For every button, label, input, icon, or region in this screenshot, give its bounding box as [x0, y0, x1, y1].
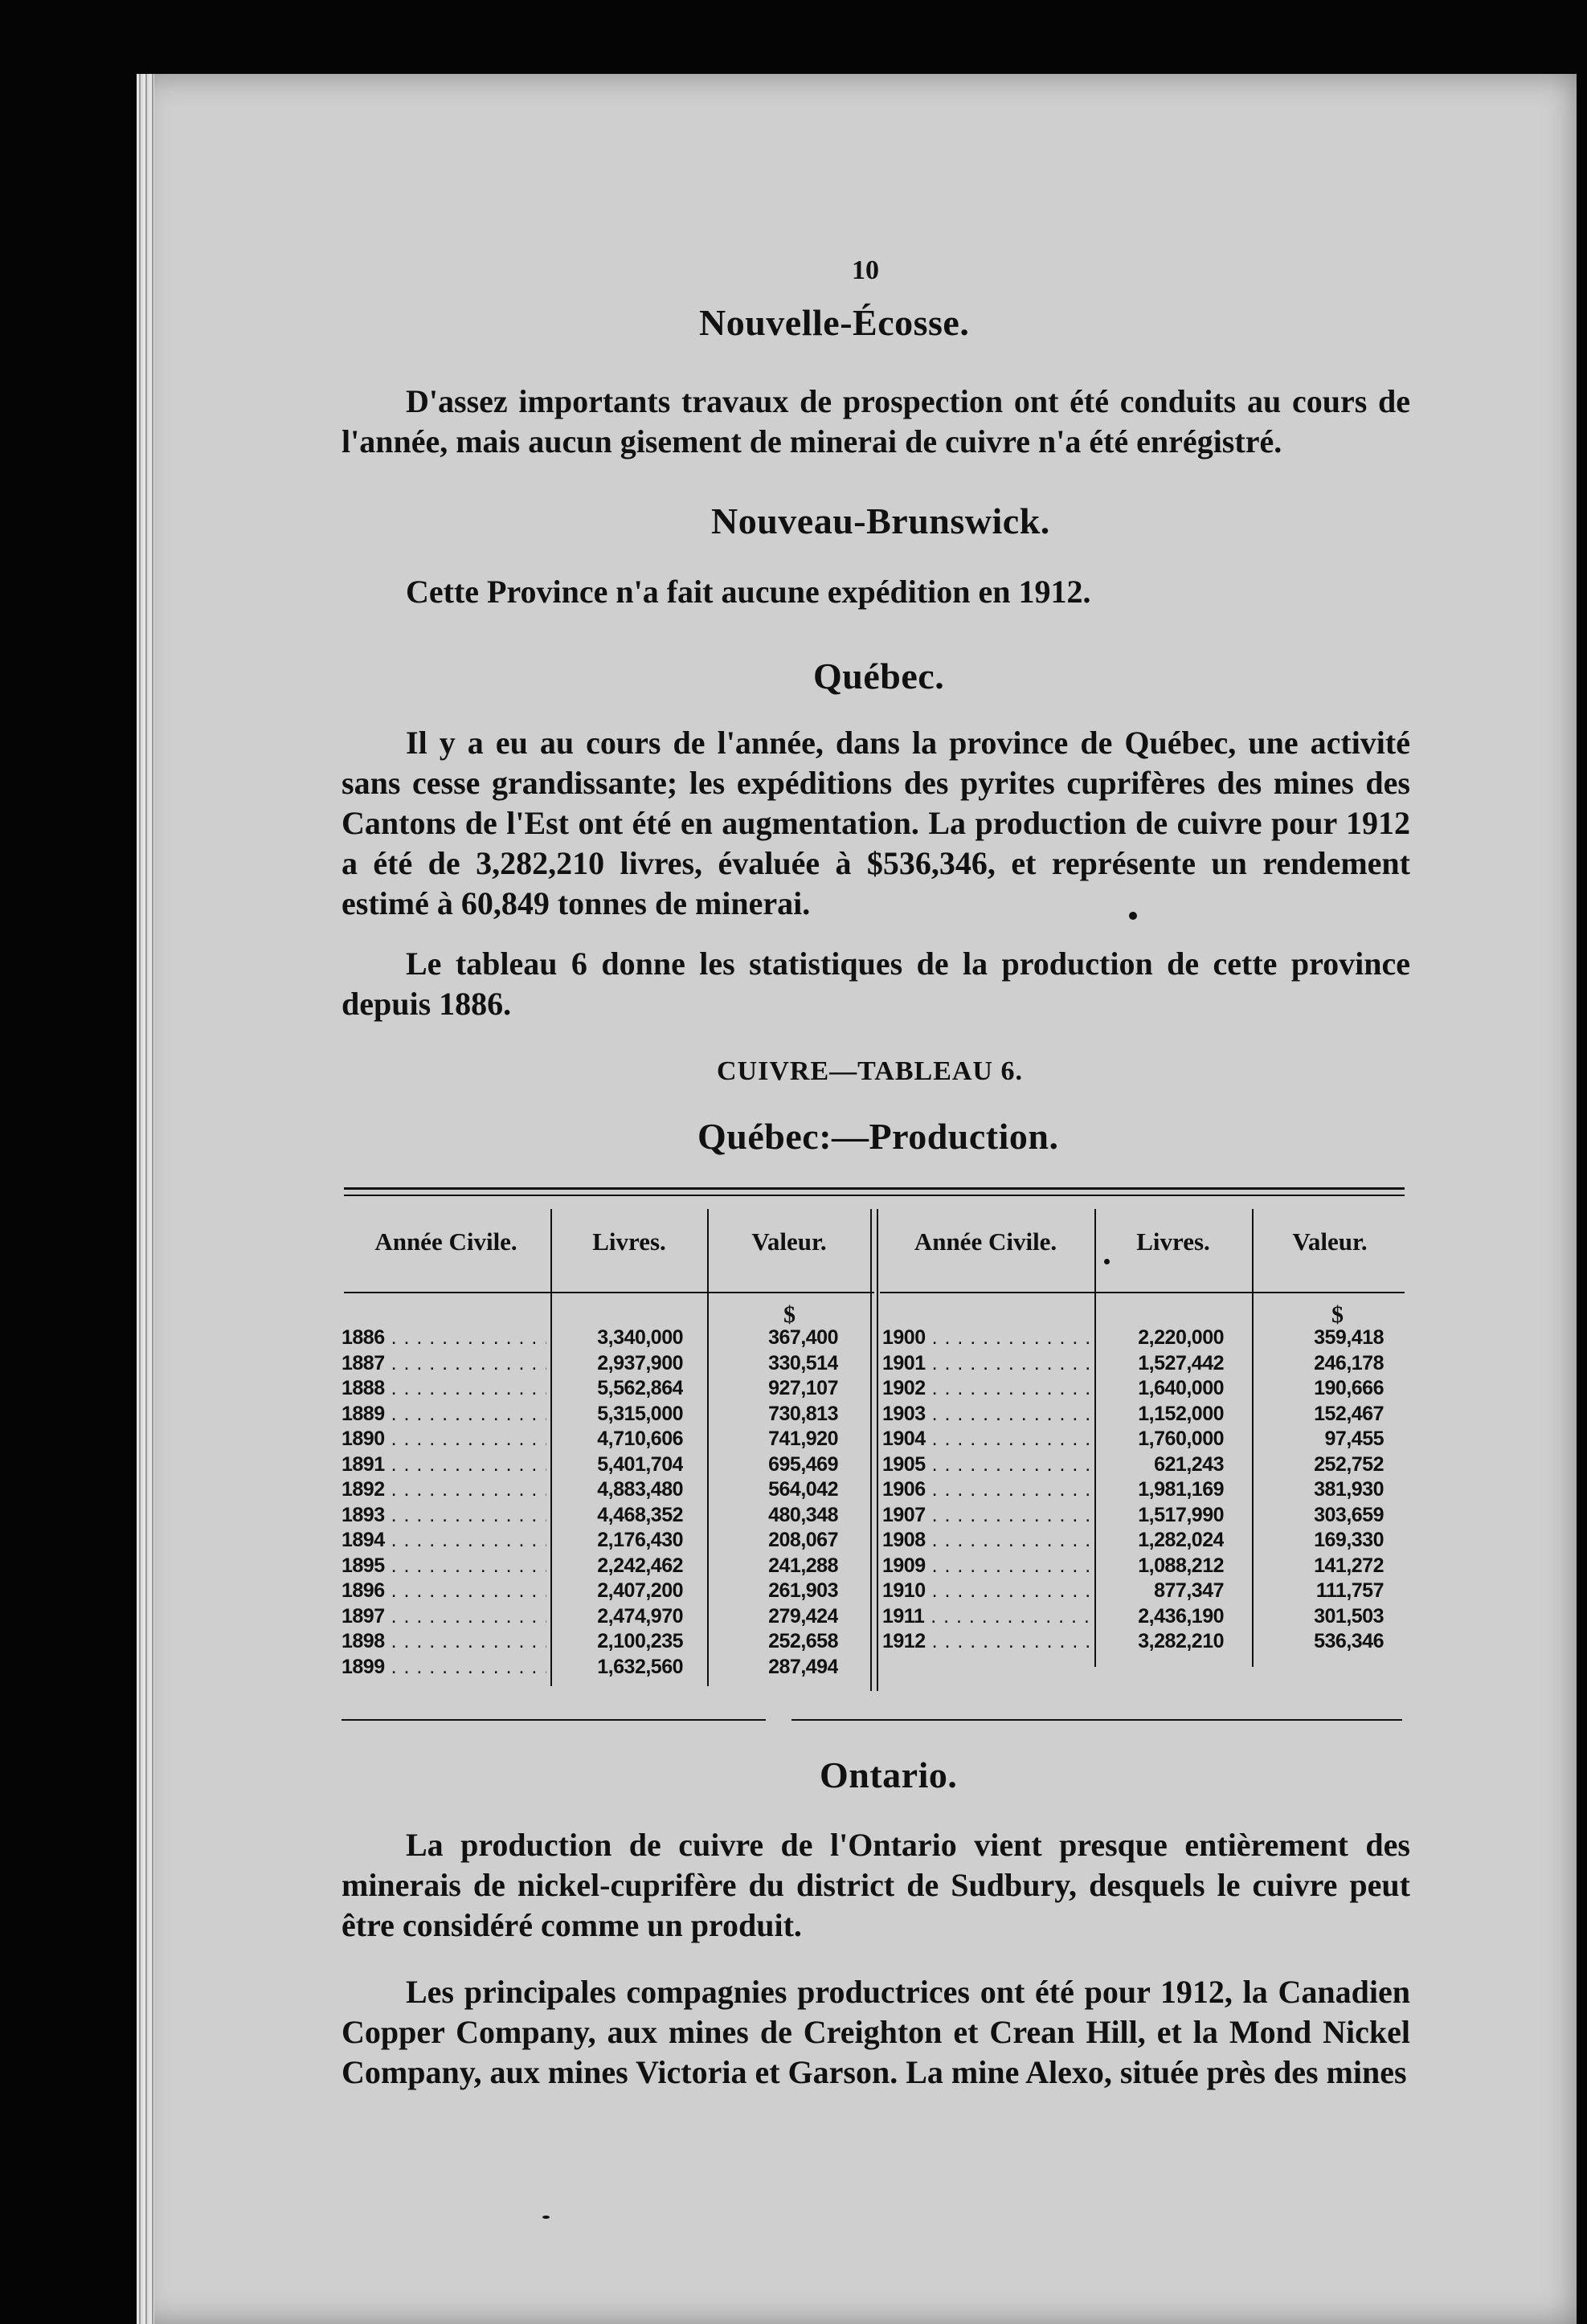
header-year-right: Année Civile.	[914, 1227, 1057, 1256]
years-left-cell: 1888 . . .	[342, 1376, 546, 1402]
pounds-right-cell: 1,152,000	[1138, 1402, 1224, 1425]
scan-speck	[542, 2216, 550, 2219]
paragraph-nouvelle-ecosse: D'assez importants travaux de prospection ont été conduits au cours de l'année, mais aucun gisement de minerai de cuivre n'a été enrégistré.	[342, 383, 1410, 459]
values-left-cell: 252,658	[768, 1630, 838, 1652]
table-bottom-rule-right	[791, 1719, 1402, 1721]
header-year-left: Année Civile.	[374, 1227, 517, 1256]
column-divider	[550, 1209, 552, 1686]
paragraph-nouveau-brunswick: Cette Province n'a fait aucune expédition en 1912.	[406, 574, 1091, 610]
years-left-cell: 1890 . . .	[342, 1427, 546, 1452]
header-pounds-right: Livres.	[1136, 1227, 1210, 1256]
table-title: CUIVRE—TABLEAU 6.	[717, 1056, 1023, 1086]
years-right-cell: 1904 . . .	[882, 1427, 1091, 1452]
years-left-cell: 1895 . . .	[342, 1554, 546, 1579]
years-left-cell: 1886 . . .	[342, 1325, 546, 1351]
values-right-cell: 190,666	[1314, 1377, 1384, 1399]
values-left-cell: 330,514	[768, 1351, 838, 1374]
years-right-cell: 1910 . . .	[882, 1579, 1091, 1604]
heading-ontario: Ontario.	[820, 1754, 958, 1795]
page-number: 10	[852, 255, 879, 285]
table-subtitle: Québec:—Production.	[697, 1116, 1059, 1157]
table-header-rule-left	[344, 1292, 874, 1293]
pounds-right-cell: 2,220,000	[1138, 1326, 1224, 1349]
years-left-cell: 1897 . . .	[342, 1604, 546, 1630]
values-right-cell: 141,272	[1314, 1554, 1384, 1577]
years-left-cell: 1891 . . .	[342, 1452, 546, 1478]
values-left-cell: 927,107	[768, 1377, 838, 1399]
pounds-right-cell: 621,243	[1154, 1452, 1224, 1476]
values-left-cell: 287,494	[768, 1655, 838, 1678]
pounds-left-cell: 2,100,235	[597, 1630, 683, 1652]
pounds-right-cell: 1,981,169	[1138, 1478, 1224, 1501]
values-left-cell: 241,288	[768, 1554, 838, 1577]
pounds-left-cell: 5,315,000	[597, 1402, 683, 1425]
years-right-cell: 1908 . . .	[882, 1528, 1091, 1554]
heading-quebec: Québec.	[813, 656, 945, 696]
pounds-left-cell: 2,242,462	[597, 1554, 683, 1577]
pounds-right-cell: 2,436,190	[1138, 1604, 1224, 1628]
pounds-left-cell: 3,340,000	[597, 1326, 683, 1349]
paragraph-quebec-2: Le tableau 6 donne les statistiques de la production de cette province depuis 1886.	[342, 946, 1410, 1022]
table-header-rule-right	[880, 1292, 1405, 1293]
values-right-cell: 97,455	[1324, 1427, 1384, 1450]
scan-speck	[1129, 912, 1137, 920]
paragraph-ontario-2: Les principales compagnies productrices ont été pour 1912, la Canadien Copper Company, aux mines de Creighton et Crean Hill, et la Mond Nickel Company, aux mines Victoria et Garson. La mine Alexo, située près des mines	[342, 1974, 1410, 2090]
column-divider	[707, 1209, 709, 1686]
values-left-cell: 279,424	[768, 1604, 838, 1628]
page-edge	[137, 74, 154, 2324]
years-left-cell: 1893 . . .	[342, 1503, 546, 1529]
pounds-left-cell: 4,883,480	[597, 1478, 683, 1501]
values-left	[711, 1325, 838, 1680]
values-right-cell: 359,418	[1314, 1326, 1384, 1349]
values-right	[1254, 1325, 1384, 1655]
heading-nouvelle-ecosse: Nouvelle-Écosse.	[699, 302, 970, 343]
pounds-left-cell: 1,632,560	[597, 1655, 683, 1678]
years-right-cell: 1900 . . .	[882, 1325, 1091, 1351]
header-value-right: Valeur.	[1292, 1227, 1368, 1256]
pounds-right-cell: 1,760,000	[1138, 1427, 1224, 1450]
pounds-left-cell: 2,407,200	[597, 1579, 683, 1602]
years-right-cell: 1903 . . .	[882, 1402, 1091, 1427]
values-right-cell: 536,346	[1314, 1630, 1384, 1652]
values-left-cell: 730,813	[768, 1402, 838, 1425]
paragraph-ontario-1: La production de cuivre de l'Ontario vient presque entièrement des minerais de nickel-cuprifère du district de Sudbury, desquels le cuivre peut être considéré comme un produit.	[342, 1827, 1410, 1943]
years-right	[882, 1325, 1091, 1655]
header-pounds-left: Livres.	[592, 1227, 666, 1256]
values-right-cell: 152,467	[1314, 1402, 1384, 1425]
values-left-cell: 480,348	[768, 1503, 838, 1526]
pounds-right-cell: 1,088,212	[1138, 1554, 1224, 1577]
pounds-right-cell: 3,282,210	[1138, 1630, 1224, 1652]
scan-speck	[1104, 1259, 1110, 1264]
table-top-rule-second	[344, 1195, 1405, 1196]
values-right-cell: 381,930	[1314, 1478, 1384, 1501]
values-right-cell: 111,757	[1315, 1579, 1384, 1602]
column-divider	[1094, 1209, 1096, 1667]
pounds-left	[554, 1325, 683, 1680]
pounds-left-cell: 5,562,864	[597, 1377, 683, 1399]
years-right-cell: 1902 . . .	[882, 1376, 1091, 1402]
values-right-cell: 246,178	[1314, 1351, 1384, 1374]
years-right-cell: 1906 . . .	[882, 1477, 1091, 1503]
heading-nouveau-brunswick: Nouveau-Brunswick.	[711, 500, 1050, 541]
years-right-cell: 1907 . . .	[882, 1503, 1091, 1529]
values-right-cell: 252,752	[1314, 1452, 1384, 1476]
pounds-right	[1097, 1325, 1224, 1655]
pounds-right-cell: 1,527,442	[1138, 1351, 1224, 1374]
column-divider	[870, 1209, 872, 1691]
pounds-left-cell: 2,937,900	[597, 1351, 683, 1374]
values-right-cell: 169,330	[1314, 1529, 1384, 1551]
pounds-left-cell: 2,474,970	[597, 1604, 683, 1628]
years-left-cell: 1887 . . .	[342, 1351, 546, 1377]
column-divider	[877, 1209, 878, 1691]
years-left-cell: 1892 . . .	[342, 1477, 546, 1503]
values-left-cell: 564,042	[768, 1478, 838, 1501]
years-right-cell: 1911 . . .	[882, 1604, 1091, 1630]
years-left-cell: 1898 . . .	[342, 1629, 546, 1655]
years-left	[342, 1325, 546, 1680]
years-right-cell: 1905 . . .	[882, 1452, 1091, 1478]
pounds-left-cell: 4,710,606	[597, 1427, 683, 1450]
pounds-right-cell: 877,347	[1154, 1579, 1224, 1602]
pounds-left-cell: 5,401,704	[597, 1452, 683, 1476]
values-left-cell: 261,903	[768, 1579, 838, 1602]
pounds-right-cell: 1,517,990	[1138, 1503, 1224, 1526]
pounds-right-cell: 1,282,024	[1138, 1529, 1224, 1551]
table-bottom-rule-left	[342, 1719, 766, 1721]
header-value-left: Valeur.	[751, 1227, 827, 1256]
paragraph-quebec-1: Il y a eu au cours de l'année, dans la province de Québec, une activité sans cesse grandissante; les expéditions des pyrites cuprifères des mines des Cantons de l'Est ont été en augmentation. La production de cuivre pour 1912 a été de 3,282,210 livres, évaluée à $536,346, et représente un rendement estimé à 60,849 tonnes de minerai.	[342, 725, 1410, 921]
values-right-cell: 301,503	[1314, 1604, 1384, 1628]
values-left-cell: 741,920	[768, 1427, 838, 1450]
years-left-cell: 1889 . . .	[342, 1402, 546, 1427]
years-left-cell: 1899 . . .	[342, 1655, 546, 1681]
years-right-cell: 1901 . . .	[882, 1351, 1091, 1377]
years-right-cell: 1912 . . .	[882, 1629, 1091, 1655]
table-top-rule	[344, 1187, 1405, 1190]
values-left-cell: 695,469	[768, 1452, 838, 1476]
pounds-right-cell: 1,640,000	[1138, 1377, 1224, 1399]
values-right-cell: 303,659	[1314, 1503, 1384, 1526]
currency-symbol-right: $	[1331, 1301, 1344, 1328]
pounds-left-cell: 2,176,430	[597, 1529, 683, 1551]
years-left-cell: 1894 . . .	[342, 1528, 546, 1554]
pounds-left-cell: 4,468,352	[597, 1503, 683, 1526]
years-left-cell: 1896 . . .	[342, 1579, 546, 1604]
years-right-cell: 1909 . . .	[882, 1554, 1091, 1579]
values-left-cell: 367,400	[768, 1326, 838, 1349]
currency-symbol-left: $	[783, 1301, 796, 1328]
values-left-cell: 208,067	[768, 1529, 838, 1551]
